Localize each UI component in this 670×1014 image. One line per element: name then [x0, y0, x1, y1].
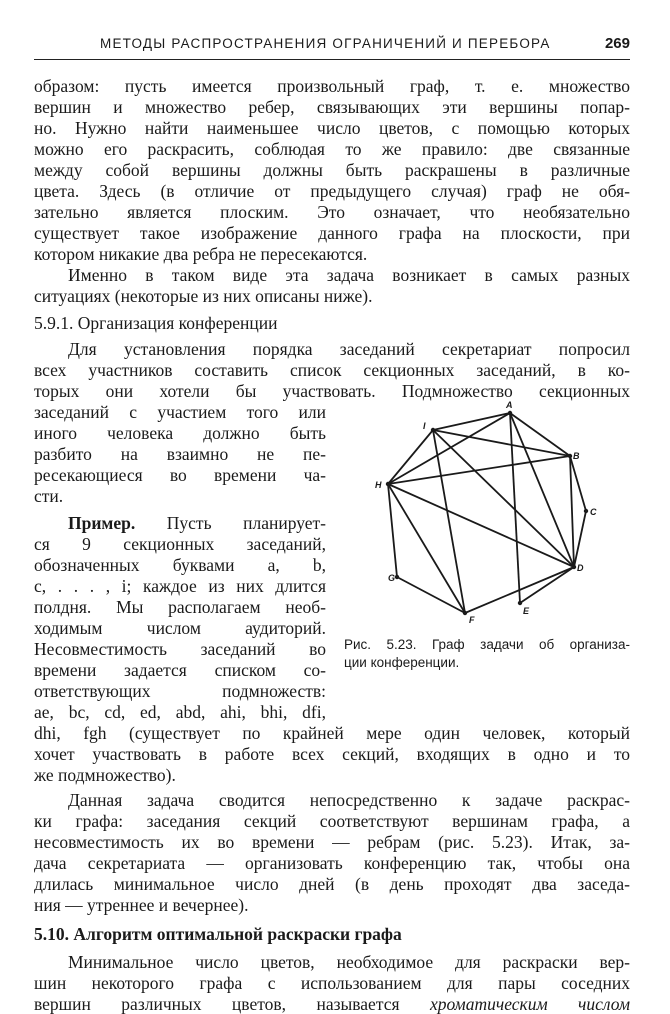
- text-line: несовместимость их во времени — ребрам (рис. 5.23). Итак, за-: [34, 832, 630, 852]
- text-line: Несовместимость заседаний во: [34, 639, 326, 659]
- running-title: МЕТОДЫ РАСПРОСТРАНЕНИЯ ОГРАНИЧЕНИЙ И ПЕРЕБОРА: [100, 36, 551, 51]
- text-line: зательно является плоским. Это означает, что необязательно: [34, 202, 630, 222]
- vertex-f: [463, 611, 467, 615]
- vertex-label-g: G: [388, 573, 396, 583]
- vertex-a: [508, 411, 512, 415]
- text-line: c, . . . , i; каждое из них длится: [34, 576, 326, 596]
- vertex-labels: [375, 400, 597, 625]
- vertex-b: [568, 454, 572, 458]
- caption-line: ции конференции.: [344, 655, 460, 670]
- text-line: вершин и множество ребер, связывающих эти вершины попар-: [34, 97, 630, 117]
- vertex-h: [386, 482, 390, 486]
- running-header: [34, 36, 630, 60]
- vertex-d: [572, 565, 576, 569]
- text-line: цвета. Здесь (в отличие от предыдущего случая) граф не обя-: [34, 181, 630, 201]
- text-line: шин некоторого графа с использованием для пары соседних: [34, 973, 630, 993]
- text-line: dhi, fgh (существует по крайней мере один человек, который: [34, 723, 630, 743]
- text-line: но. Нужно найти наименьшее число цветов, с помощью которых: [34, 118, 630, 138]
- text-line: дача секретариата — организовать конференцию так, чтобы она: [34, 853, 630, 873]
- page-number: 269: [604, 35, 630, 52]
- text-line: же подмножество).: [34, 765, 176, 785]
- text-line: полдня. Мы располагаем необ-: [34, 597, 326, 617]
- vertex-label-c: C: [590, 507, 597, 517]
- vertex-label-a: A: [506, 400, 513, 410]
- term-chromatic-number: хроматическим числом: [429, 994, 631, 1014]
- example-label: Пример.: [68, 513, 136, 533]
- text-span: вершин различных цветов, называется: [34, 994, 400, 1014]
- text-line: можно его раскрасить, соблюдая то же правило: две связанные: [34, 139, 630, 159]
- header-rule: [34, 59, 630, 60]
- figure-caption: [344, 636, 630, 672]
- vertex-label-h: H: [375, 480, 382, 490]
- text-line: ситуациях (некоторые из них описаны ниже).: [34, 286, 373, 306]
- graph-edges: [388, 413, 586, 613]
- text-line: котором никакие два ребра не пересекаются.: [34, 244, 368, 264]
- text-line: времени задается списком со-: [34, 660, 326, 680]
- example-first-text: Пусть планирует-: [166, 513, 326, 533]
- edge-d-h: [388, 484, 574, 567]
- vertex-e: [518, 601, 522, 605]
- vertex-label-d: D: [577, 563, 584, 573]
- edge-b-d: [570, 456, 574, 567]
- section-heading-5-10: 5.10. Алгоритм оптимальной раскраски графа: [34, 924, 402, 944]
- text-line: [34, 994, 630, 1014]
- vertex-c: [584, 509, 588, 513]
- text-line: ae, bc, cd, ed, abd, ahi, bhi, dfi,: [34, 702, 326, 722]
- edge-a-h: [388, 413, 510, 484]
- text-line: сти.: [34, 486, 64, 506]
- vertex-label-e: E: [523, 606, 530, 616]
- text-line: Для установления порядка заседаний секретариат попросил: [68, 339, 630, 359]
- text-line: существует такое изображение данного графа на плоскости, при: [34, 223, 630, 243]
- text-line: ответствующих подмножеств:: [34, 681, 326, 701]
- text-line: торых они хотели бы участвовать. Подмножество секционных: [34, 381, 630, 401]
- vertex-i: [431, 428, 435, 432]
- edge-b-h: [388, 456, 570, 484]
- text-line: ния — утреннее и вечернее).: [34, 895, 249, 915]
- edge-d-e: [520, 567, 574, 603]
- text-line: между собой вершины должны быть раскрашены в различные: [34, 160, 630, 180]
- text-line: Данная задача сводится непосредственно к задаче раскрас-: [68, 790, 630, 810]
- text-line: образом: пусть имеется произвольный граф, т. е. множество: [34, 76, 630, 96]
- vertex-label-i: I: [423, 421, 426, 431]
- text-line: длилась минимальное число дней (в день проходят два заседа-: [34, 874, 630, 894]
- text-line: хочет участвовать в работе всех секций, входящих в одно и то: [34, 744, 630, 764]
- caption-line: Рис. 5.23. Граф задачи об организа-: [344, 637, 630, 652]
- text-line: Минимальное число цветов, необходимое для раскраски вер-: [68, 952, 630, 972]
- graph-vertices: [386, 411, 588, 615]
- text-line: Именно в таком виде эта задача возникает в самых разных: [68, 265, 630, 285]
- text-line: ходимым числом аудиторий.: [34, 618, 326, 638]
- text-line: разбито на взаимно не пе-: [34, 444, 326, 464]
- text-line: заседаний с участием того или: [34, 402, 326, 422]
- text-line: ки графа: заседания секций соответствуют вершинам графа, а: [34, 811, 630, 831]
- edge-c-d: [574, 511, 586, 567]
- edge-d-f: [465, 567, 574, 613]
- section-heading-5-9-1: 5.9.1. Организация конференции: [34, 313, 278, 333]
- text-line: обозначенных буквами a, b,: [34, 555, 326, 575]
- example-first-line: [68, 513, 326, 533]
- vertex-label-f: F: [469, 615, 475, 625]
- text-line: ся 9 секционных заседаний,: [34, 534, 326, 554]
- edge-b-i: [433, 430, 570, 456]
- vertex-label-b: B: [573, 451, 580, 461]
- vertex-g: [395, 575, 399, 579]
- edge-i-a: [433, 413, 510, 430]
- edge-a-e: [510, 413, 520, 603]
- text-line: иного человека должно быть: [34, 423, 326, 443]
- text-line: всех участников составить список секционных заседаний, в ко-: [34, 360, 630, 380]
- conference-graph-figure: [360, 395, 610, 625]
- edge-h-i: [388, 430, 433, 484]
- text-line: ресекающиеся во времени ча-: [34, 465, 326, 485]
